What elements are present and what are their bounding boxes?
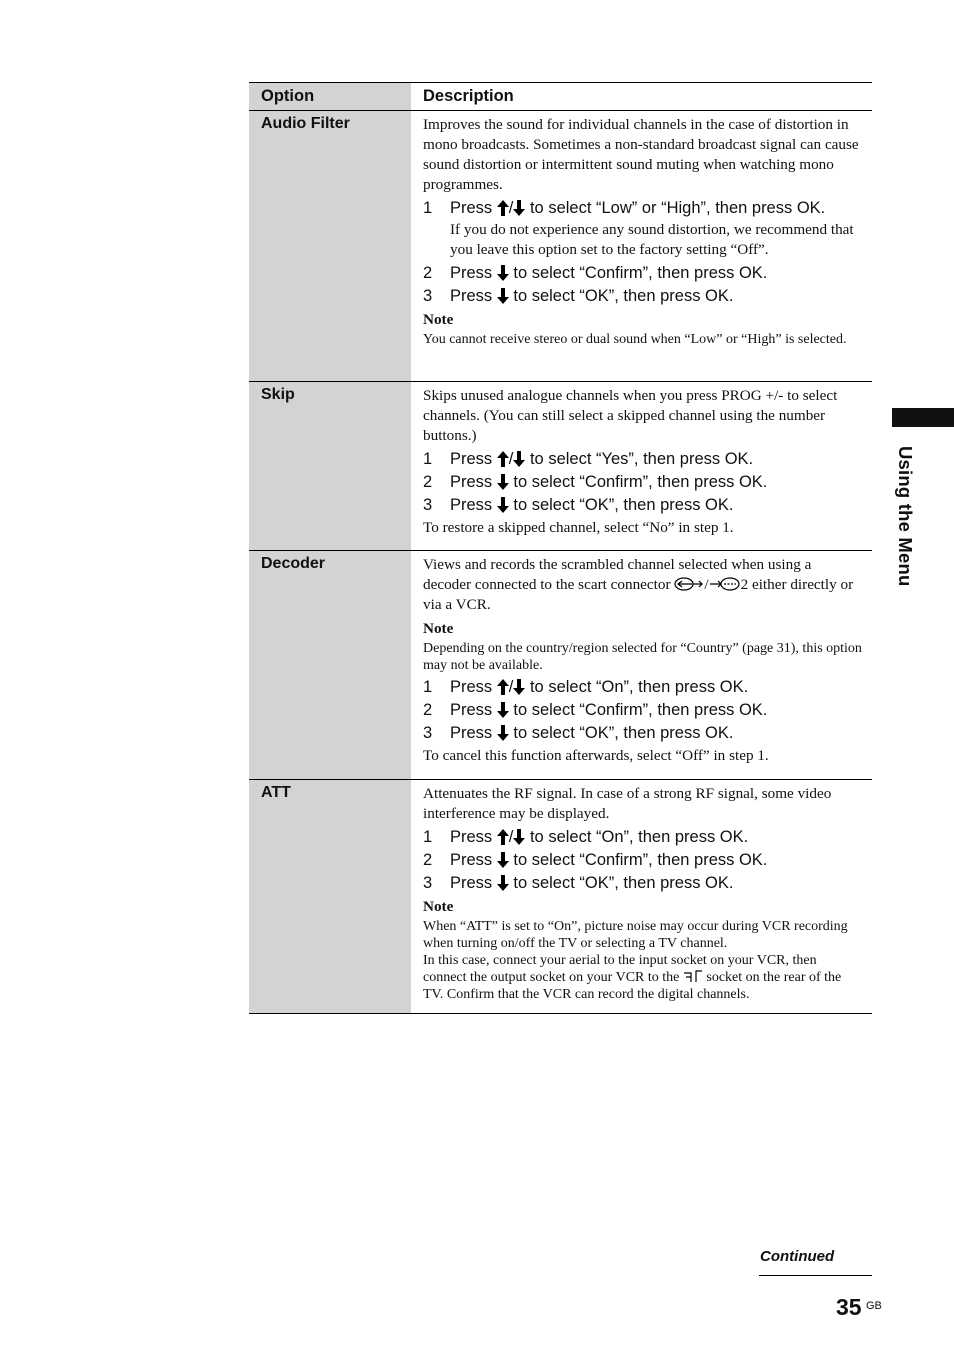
note-heading: Note [423, 620, 454, 637]
intro-text: Skips unused analogue channels when you press PROG +/- to select channels. (You can still select a skipped channel using the number buttons.) [423, 387, 838, 444]
note-heading: Note [423, 898, 454, 915]
step [423, 495, 862, 515]
step-number: 2 [423, 851, 433, 869]
step-press: Press [450, 724, 493, 742]
step: 1 Press / to select “On”, then press OK. [423, 678, 749, 696]
step-press: Press [450, 828, 493, 846]
step [423, 263, 862, 283]
table-row [249, 780, 872, 1014]
step-press: Press [450, 701, 493, 719]
step-number: 2 [423, 473, 433, 491]
down-arrow-icon [497, 497, 509, 513]
note-text-a: In this case, connect your aerial to the input socket on your VCR, then connect the output socket on your VCR to the [423, 953, 817, 985]
description-att [411, 780, 872, 1014]
step-number: 2 [423, 264, 433, 282]
step-press: Press [450, 874, 493, 892]
note-text-b: socket on the rear of the TV. Confirm that the VCR can record the digital channels. [423, 970, 842, 1002]
step-text: to select “OK”, then press OK. [513, 496, 734, 514]
step-text: to select “On”, then press OK. [529, 828, 749, 846]
step-number: 3 [423, 874, 433, 892]
intro-text: Improves the sound for individual channels in the case of distortion in mono broadcasts. Sometimes a non-standard broadcast signal can cause sound distortion or intermittent sound muting when watching mono programmes. [423, 116, 859, 193]
divider [759, 1275, 872, 1276]
page-suffix: GB [866, 1300, 882, 1312]
option-att: ATT [249, 780, 411, 1014]
step-text: to select “On”, then press OK. [529, 678, 749, 696]
step-number: 3 [423, 496, 433, 514]
step: 1 Press / to select “Yes”, then press OK. [423, 450, 754, 468]
option-skip: Skip [249, 382, 411, 551]
table-row [249, 382, 872, 551]
step-number: 1 [423, 450, 433, 468]
step-text: to select “Confirm”, then press OK. [513, 851, 768, 869]
step [423, 873, 862, 893]
step-number: 3 [423, 724, 433, 742]
step-text: to select “Confirm”, then press OK. [513, 701, 768, 719]
step-text: to select “Confirm”, then press OK. [513, 473, 768, 491]
step-press: Press [450, 264, 493, 282]
intro-text-b: 2 either directly or via a VCR. [423, 576, 854, 613]
section-label [888, 446, 928, 587]
description-decoder [411, 551, 872, 780]
intro-text-a: Views and records the scrambled channel selected when using a decoder connected to the scart connector [423, 556, 812, 593]
step-number: 2 [423, 701, 433, 719]
page-number: 35 [836, 1294, 862, 1320]
step-subtext: If you do not experience any sound distortion, we recommend that you leave this option set to the factory setting “Off”. [450, 221, 854, 258]
header-description: Description [411, 83, 872, 111]
options-table [249, 82, 872, 1014]
down-arrow-icon [497, 265, 509, 281]
step-text: to select “OK”, then press OK. [513, 724, 734, 742]
scart-in-icon [674, 577, 704, 591]
step-text: to select “Low” or “High”, then press OK. [529, 199, 826, 217]
description-skip [411, 382, 872, 551]
step-press: Press [450, 678, 493, 696]
table-header-row [249, 83, 872, 111]
step [423, 723, 862, 743]
step-press: Press [450, 287, 493, 305]
down-arrow-icon [497, 875, 509, 891]
up-arrow-icon [497, 200, 509, 216]
step [423, 850, 862, 870]
note-text [423, 952, 862, 1003]
down-arrow-icon [513, 679, 525, 695]
note-heading: Note [423, 311, 454, 328]
step: 1 Press / to select “Low” or “High”, then press OK. [423, 199, 826, 217]
step-press: Press [450, 450, 493, 468]
step-press: Press [450, 851, 493, 869]
intro-text: Views and records the scrambled channel selected when using a decoder connected to the scart connector / 2 either directly or via a VCR. [423, 556, 854, 613]
up-arrow-icon [497, 451, 509, 467]
description-audio-filter [411, 111, 872, 382]
note-text: Depending on the country/region selected for “Country” (page 31), this option may not be available. [423, 641, 862, 673]
down-arrow-icon [497, 702, 509, 718]
step-text: to select “Confirm”, then press OK. [513, 264, 768, 282]
step-text: to select “OK”, then press OK. [513, 874, 734, 892]
down-arrow-icon [497, 288, 509, 304]
step-press: Press [450, 199, 493, 217]
step-number: 3 [423, 287, 433, 305]
up-arrow-icon [497, 829, 509, 845]
continued-label: Continued [760, 1248, 835, 1265]
table-row [249, 551, 872, 780]
step [423, 286, 862, 306]
down-arrow-icon [513, 451, 525, 467]
step-number: 1 [423, 828, 433, 846]
header-option: Option [249, 83, 411, 111]
scart-out-icon [709, 577, 741, 591]
down-arrow-icon [497, 725, 509, 741]
step-number: 1 [423, 199, 433, 217]
step [423, 700, 862, 720]
step [423, 472, 862, 492]
step: 1 Press / to select “On”, then press OK. [423, 828, 749, 846]
step-text: to select “Yes”, then press OK. [529, 450, 754, 468]
intro-text: Attenuates the RF signal. In case of a strong RF signal, some video interference may be displayed. [423, 785, 832, 822]
table-row [249, 111, 872, 382]
down-arrow-icon [497, 474, 509, 490]
section-tab-marker [892, 408, 954, 427]
antenna-socket-icon [683, 969, 703, 983]
option-audio-filter: Audio Filter [249, 111, 411, 382]
note-text: You cannot receive stereo or dual sound when “Low” or “High” is selected. [423, 332, 847, 347]
footer-text: To cancel this function afterwards, select “Off” in step 1. [423, 747, 769, 764]
step-press: Press [450, 496, 493, 514]
down-arrow-icon [497, 852, 509, 868]
note-text: When “ATT” is set to “On”, picture noise may occur during VCR recording when turning on/off the TV or selecting a TV channel. [423, 919, 848, 951]
footer-text: To restore a skipped channel, select “No” in step 1. [423, 519, 734, 536]
option-decoder: Decoder [249, 551, 411, 780]
step-text: to select “OK”, then press OK. [513, 287, 734, 305]
section-label-text: Using the Menu [895, 446, 916, 587]
step-press: Press [450, 473, 493, 491]
up-arrow-icon [497, 679, 509, 695]
down-arrow-icon [513, 829, 525, 845]
step-number: 1 [423, 678, 433, 696]
down-arrow-icon [513, 200, 525, 216]
